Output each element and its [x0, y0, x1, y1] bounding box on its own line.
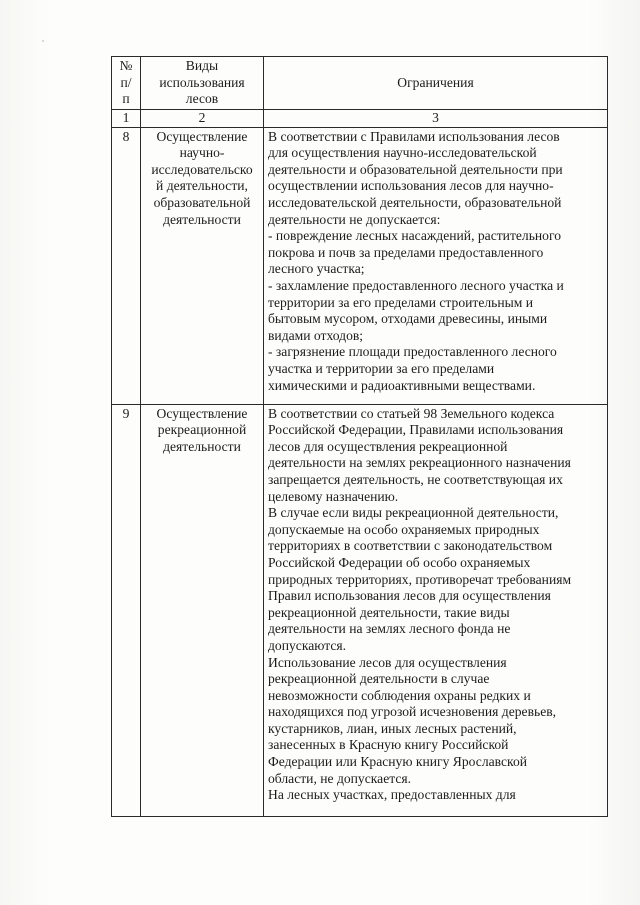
text-line: природных территориях, противоречат требованиям: [268, 571, 572, 587]
text-line: В соответствии с Правилами использования лесов: [268, 128, 560, 144]
text-line: Использование лесов для осуществления: [268, 654, 507, 670]
column-index: 1: [112, 110, 141, 128]
text-line: невозможности соблюдения охраны редких и: [268, 687, 531, 703]
scan-speck: [42, 40, 44, 42]
text-line: осуществлении использования лесов для научно-: [268, 178, 554, 194]
text-line: территории за его пределами строительным и: [268, 294, 534, 310]
text-line: для осуществления научно-исследовательской: [268, 145, 537, 161]
text-line: Российской Федерации об особо охраняемых: [268, 554, 531, 570]
text-line: На лесных участках, предоставленных для: [268, 787, 516, 803]
text-line: - захламление предоставленного лесного участка и: [268, 277, 564, 293]
text-line: - повреждение лесных насаждений, растительного: [268, 228, 562, 244]
row-kind-line: образовательной: [153, 194, 251, 210]
text-line: запрещается деятельность, не соответствующая их: [268, 471, 563, 487]
text-line: деятельности не допускается:: [268, 211, 441, 227]
row-kind: [141, 404, 264, 816]
header-kind: [141, 57, 264, 110]
text-line: Российской Федерации, Правилами использования: [268, 422, 564, 438]
row-kind-line: научно-: [179, 145, 225, 161]
text-line: рекреационной деятельности в случае: [268, 671, 490, 687]
text-line: Федерации или Красную книгу Ярославской: [268, 754, 528, 770]
text-line: химическими и радиоактивными веществами.: [268, 377, 536, 393]
header-limits: Ограничения: [264, 57, 608, 110]
header-kind-line: использования: [159, 74, 245, 90]
restrictions-table: [111, 56, 608, 817]
table-row: [112, 404, 608, 816]
row-kind-line: й деятельности,: [156, 178, 248, 194]
text-line: Правил использования лесов для осуществления: [268, 588, 551, 604]
text-line: находящихся под угрозой исчезновения деревьев,: [268, 704, 557, 720]
header-number-line: п: [122, 91, 130, 107]
text-line: деятельности на землях лесного фонда не: [268, 621, 511, 637]
text-line: занесенных в Красную книгу Российской: [268, 737, 509, 753]
text-line: целевому назначению.: [268, 488, 399, 504]
text-line: рекреационной деятельности, такие виды: [268, 604, 510, 620]
header-kind-line: лесов: [185, 91, 219, 107]
text-line: деятельности на землях рекреационного назначения: [268, 455, 571, 471]
text-line: допускаемые на особо охраняемых природных: [268, 521, 540, 537]
table-header-row: [112, 57, 608, 110]
text-line: области, не допускается.: [268, 770, 412, 786]
row-kind-line: рекреационной: [157, 422, 247, 438]
text-line: лесов для осуществления рекреационной: [268, 438, 508, 454]
row-kind: [141, 127, 264, 404]
text-line: деятельности и образовательной деятельности при: [268, 161, 563, 177]
row-restrictions: [264, 127, 608, 404]
column-index: 2: [141, 110, 264, 128]
header-number: [112, 57, 141, 110]
row-number: 9: [112, 404, 141, 816]
row-kind-line: исследовательско: [151, 161, 253, 177]
text-line: покрова и почв за пределами предоставленного: [268, 244, 544, 260]
column-index: 3: [264, 110, 608, 128]
table-row: [112, 127, 608, 404]
text-line: В соответствии со статьей 98 Земельного кодекса: [268, 405, 555, 421]
text-line: исследовательской деятельности, образовательной: [268, 194, 562, 210]
text-line: территориях в соответствии с законодательством: [268, 538, 553, 554]
row-restrictions: [264, 404, 608, 816]
row-kind-line: деятельности: [163, 211, 241, 227]
row-kind-line: Осуществление: [156, 128, 248, 144]
row-number: 8: [112, 127, 141, 404]
text-line: бытовым мусором, отходами древесины, иными: [268, 311, 548, 327]
header-number-line: №: [119, 58, 133, 73]
row-kind-line: Осуществление: [156, 405, 248, 421]
text-line: - загрязнение площади предоставленного лесного: [268, 344, 557, 360]
text-line: В случае если виды рекреационной деятельности,: [268, 505, 559, 521]
header-number-line: п/: [120, 74, 132, 90]
text-line: допускаются.: [268, 637, 347, 653]
row-kind-line: деятельности: [163, 438, 241, 454]
column-index-row: [112, 110, 608, 128]
text-line: лесного участка;: [268, 261, 365, 277]
header-kind-line: Виды: [185, 58, 219, 73]
text-line: видами отходов;: [268, 327, 364, 343]
text-line: кустарников, лиан, иных лесных растений,: [268, 720, 517, 736]
text-line: участка и территории за его пределами: [268, 360, 495, 376]
